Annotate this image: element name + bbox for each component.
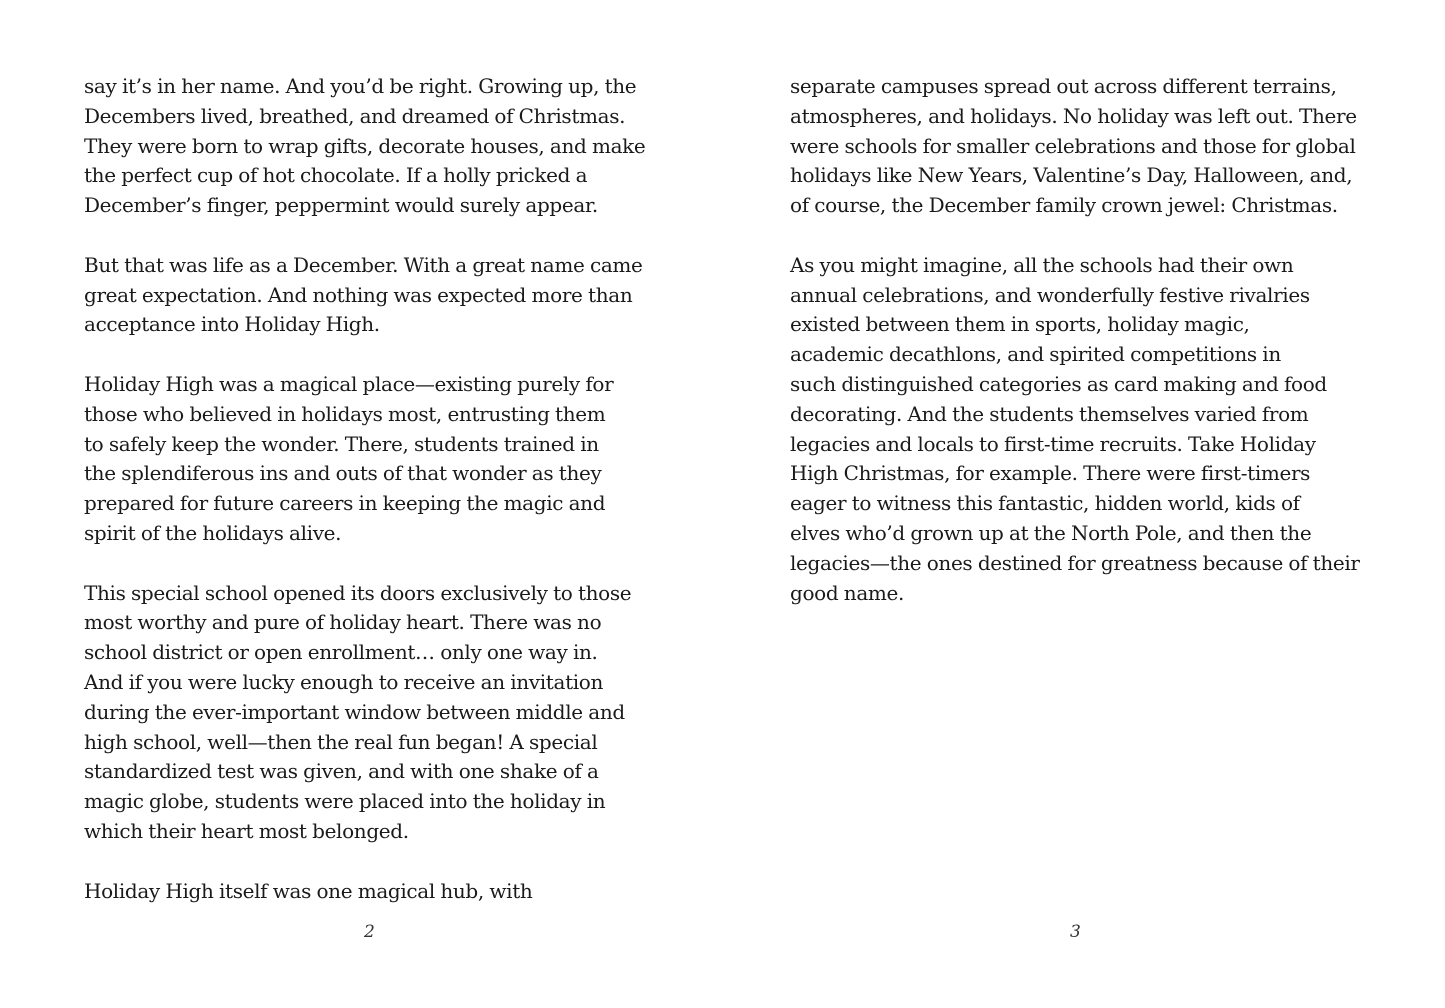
text-line: December’s finger, peppermint would surely appear. xyxy=(84,193,598,218)
text-line: And if you were lucky enough to receive an invitation xyxy=(84,669,604,694)
text-line: school district or open enrollment… only one way in. xyxy=(84,640,598,665)
text-line: legacies and locals to first-time recruits. Take Holiday xyxy=(790,431,1316,456)
text-line: High Christmas, for example. There were first-timers xyxy=(790,461,1311,486)
text-line: of course, the December family crown jewel: Christmas. xyxy=(790,193,1338,218)
text-line: high school, well—then the real fun began! A special xyxy=(84,729,598,754)
text-line: say it’s in her name. And you’d be right. Growing up, the xyxy=(84,74,637,98)
text-line: most worthy and pure of holiday heart. There was no xyxy=(84,610,602,635)
text-line: Holiday High was a magical place—existing purely for xyxy=(84,371,614,396)
text-line: But that was life as a December. With a great name came xyxy=(84,252,643,277)
text-line: prepared for future careers in keeping the magic and xyxy=(84,491,606,516)
text-line: which their heart most belonged. xyxy=(84,818,409,843)
paragraph xyxy=(84,251,684,340)
text-line: such distinguished categories as card making and food xyxy=(790,371,1327,396)
right-page xyxy=(722,0,1445,1008)
paragraph xyxy=(790,251,1390,609)
text-line: elves who’d grown up at the North Pole, and then the xyxy=(790,520,1312,545)
left-page-body xyxy=(84,72,684,936)
text-line: were schools for smaller celebrations and those for global xyxy=(790,133,1356,158)
text-line: standardized test was given, and with one shake of a xyxy=(84,759,599,784)
text-line: existed between them in sports, holiday magic, xyxy=(790,312,1250,337)
text-line: good name. xyxy=(790,580,905,605)
text-line: the splendiferous ins and outs of that wonder as they xyxy=(84,461,602,486)
text-line: atmospheres, and holidays. No holiday was left out. There xyxy=(790,103,1357,128)
left-page xyxy=(0,0,722,1008)
text-line: acceptance into Holiday High. xyxy=(84,312,380,337)
text-line: This special school opened its doors exclusively to those xyxy=(84,580,632,605)
right-page-body xyxy=(790,72,1390,638)
text-line: spirit of the holidays alive. xyxy=(84,520,342,545)
text-line: great expectation. And nothing was expected more than xyxy=(84,282,633,307)
text-line: annual celebrations, and wonderfully festive rivalries xyxy=(790,282,1310,307)
text-line: academic decathlons, and spirited competitions in xyxy=(790,342,1281,367)
paragraph xyxy=(84,579,684,847)
paragraph xyxy=(84,370,684,549)
text-line: those who believed in holidays most, entrusting them xyxy=(84,401,606,426)
text-line: the perfect cup of hot chocolate. If a holly pricked a xyxy=(84,163,588,188)
text-line: decorating. And the students themselves varied from xyxy=(790,401,1309,426)
paragraph xyxy=(790,72,1390,221)
text-line: Decembers lived, breathed, and dreamed of Christmas. xyxy=(84,103,626,128)
page-number: 2 xyxy=(364,922,375,942)
text-line: holidays like New Years, Valentine’s Day, Halloween, and, xyxy=(790,163,1353,188)
text-line: As you might imagine, all the schools had their own xyxy=(790,252,1294,277)
text-line: to safely keep the wonder. There, students trained in xyxy=(84,431,599,456)
page-number: 3 xyxy=(1070,922,1081,942)
text-line: magic globe, students were placed into the holiday in xyxy=(84,789,606,814)
paragraph xyxy=(84,72,684,221)
text-line: separate campuses spread out across different terrains, xyxy=(790,74,1337,98)
paragraph xyxy=(84,877,684,907)
text-line: eager to witness this fantastic, hidden world, kids of xyxy=(790,491,1300,516)
text-line: They were born to wrap gifts, decorate houses, and make xyxy=(84,133,646,158)
text-line: during the ever-important window between middle and xyxy=(84,699,625,724)
text-line: legacies—the ones destined for greatness because of their xyxy=(790,550,1360,575)
text-line: Holiday High itself was one magical hub, with xyxy=(84,878,533,903)
